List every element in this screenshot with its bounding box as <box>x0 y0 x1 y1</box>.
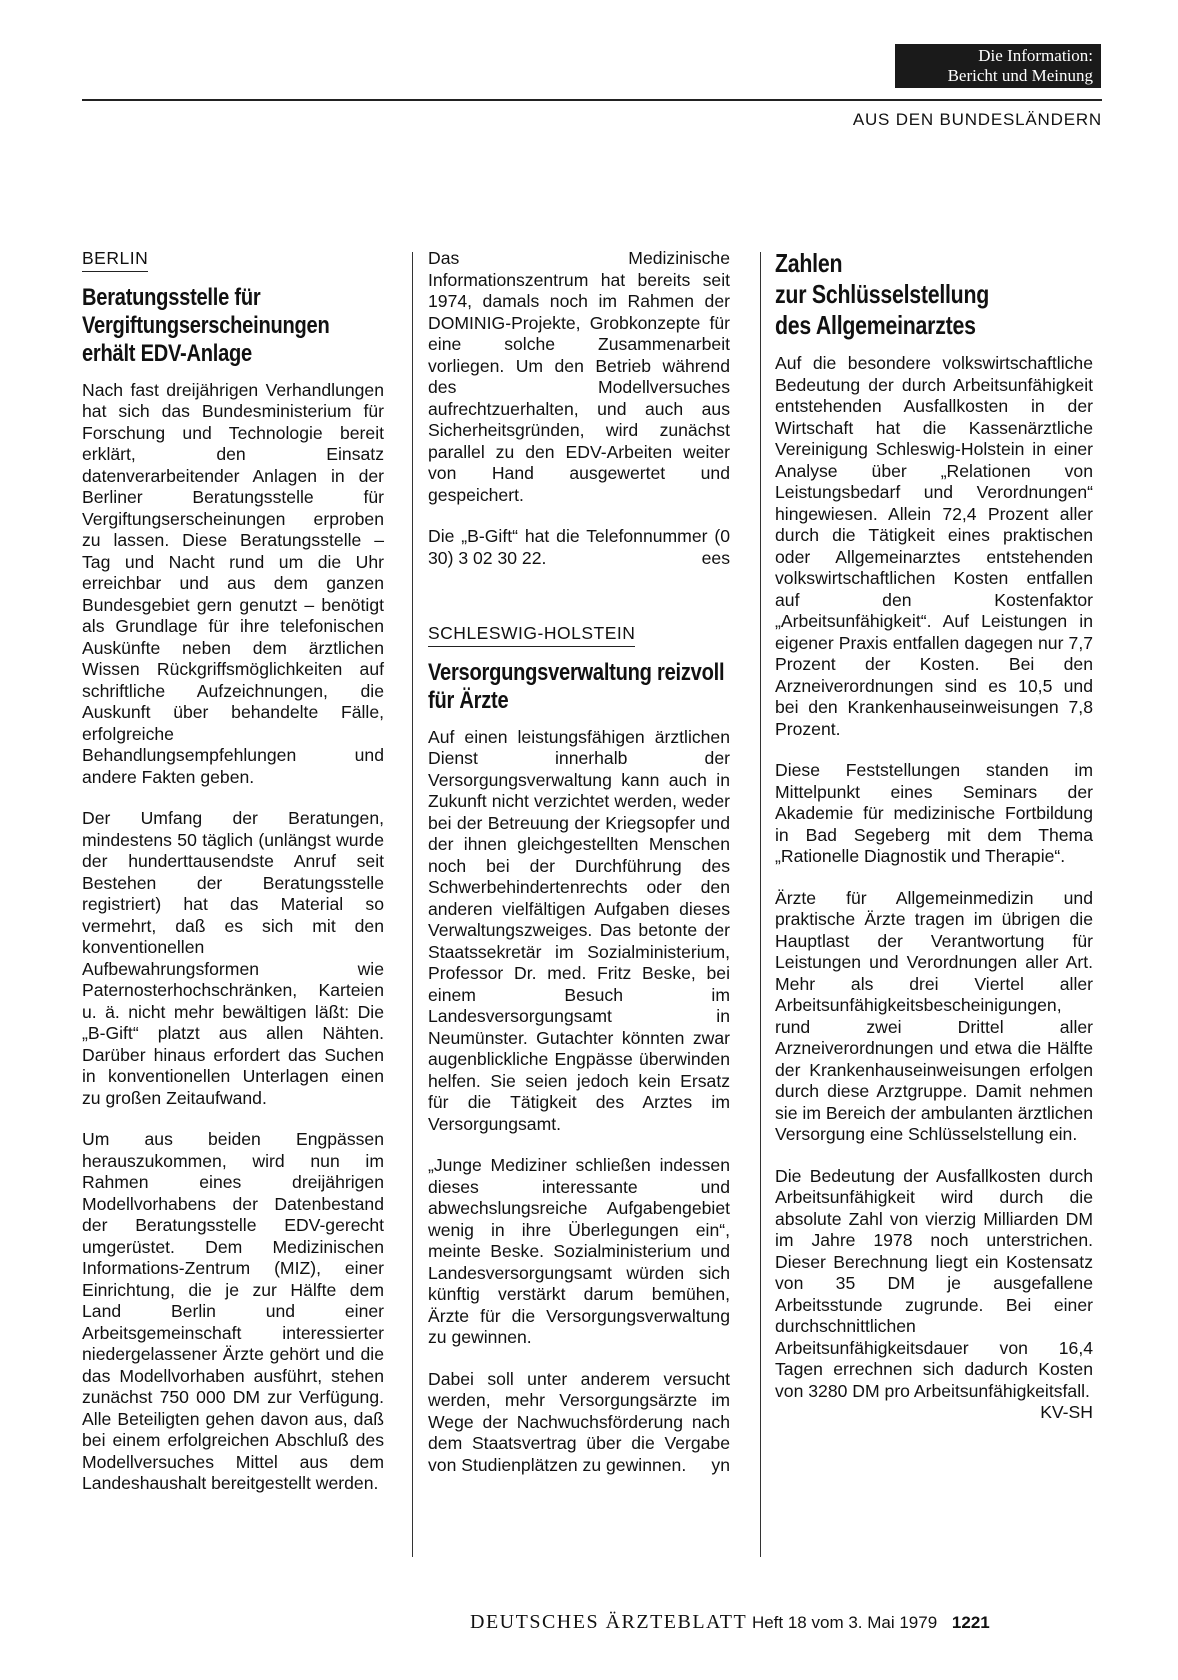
header-rule <box>82 99 1102 101</box>
column-berlin <box>82 248 384 1515</box>
paragraph-text: Die Bedeutung der Ausfallkosten durch Arbeitsunfähigkeit wird durch die absolute Zahl von vierzig Milliarden DM im Jahre 1978 noch unterstrichen. Dieser Berechnung liegt ein Kostensatz von 35 DM je ausgefallene Arbeitsstunde zugrunde. Bei einer durchschnittlichen Arbeitsunfähigkeitsdauer von 16,4 Tagen errechnen sich dadurch Kosten von 3280 DM pro Arbeitsunfähigkeitsfall. <box>775 1165 1093 1401</box>
paragraph: Diese Feststellungen standen im Mittelpunkt eines Seminars der Akademie für medizinische Fortbildung in Bad Segeberg mit dem Thema „Rationelle Diagnostik und Therapie“. <box>775 760 1093 866</box>
paragraph: Nach fast dreijährigen Verhandlungen hat sich das Bundesministerium für Forschung und Technologie bereit erklärt, den Einsatz datenverarbeitender Anlagen in der Berliner Beratungsstelle für Vergiftungserscheinungen erproben zu lassen. Diese Beratungsstelle – Tag und Nacht rund um die Uhr erreichbar und aus dem ganzen Bundesgebiet gern genutzt – benötigt als Grundlage für ihre telefonischen Auskünfte neben dem ärztlichen Wissen Rückgriffsmöglichkeiten auf schriftliche Aufzeichnungen, die Auskunft über behandelte Fälle, erfolgreiche Behandlungsempfehlungen und andere Fakten geben. <box>82 379 384 787</box>
column-divider <box>412 252 413 1557</box>
author-sign: KV-SH <box>1040 1402 1093 1422</box>
paragraph: Ärzte für Allgemeinmedizin und praktische Ärzte tragen im übrigen die Hauptlast der Verantwortung für Leistungen und Verordnungen aller Art. Mehr als drei Viertel aller Arbeitsunfähigkeitsbescheinigungen, rund zwei Drittel aller Arzneiverordnungen und etwa die Hälfte der Krankenhauseinweisungen erfolgen durch diese Arztgruppe. Damit nehmen sie im Bereich der ambulanten ärztlichen Versorgung eine Schlüsselstellung ein. <box>775 887 1093 1144</box>
paragraph-text: Die „B-Gift“ hat die Telefonnummer (0 30) 3 02 30 22. <box>428 526 730 568</box>
article-headline <box>775 248 1093 341</box>
author-sign: ees <box>701 547 730 568</box>
region-label: SCHLESWIG-HOLSTEIN <box>428 623 635 647</box>
column-divider <box>760 252 761 1557</box>
headline-line: zur Schlüsselstellung <box>775 279 990 309</box>
article-headline: Beratungsstelle für Vergiftungserscheinungen erhält EDV-Anlage <box>82 283 330 367</box>
author-sign: yn <box>711 1454 730 1475</box>
page-footer <box>470 1611 990 1634</box>
rubric-line-2: Bericht und Meinung <box>947 66 1093 85</box>
column-middle <box>428 248 730 1496</box>
paragraph <box>428 526 730 569</box>
paragraph <box>428 1369 730 1477</box>
headline-line: Zahlen <box>775 248 843 278</box>
paragraph <box>775 1165 1093 1422</box>
spacer <box>428 589 730 623</box>
paragraph: Auf einen leistungsfähigen ärztlichen Dienst innerhalb der Versorgungsverwaltung kann auch in Zukunft nicht verzichtet werden, weder bei der Betreuung der Kriegsopfer und der ihnen gleichgestellten Menschen noch bei der Durchführung des Schwerbehindertenrechts oder den anderen vielfältigen Aufgaben dieses Verwaltungszweiges. Das betonte der Staatssekretär im Sozialministerium, Professor Dr. med. Fritz Beske, bei einem Besuch im Landesversorgungsamt in Neumünster. Gutachter könnten zwar augenblickliche Engpässe überwinden helfen. Sie seien jedoch kein Ersatz für die Tätigkeit des Arztes im Versorgungsamt. <box>428 726 730 1134</box>
section-heading: AUS DEN BUNDESLÄNDERN <box>852 110 1102 129</box>
issue-info: Heft 18 vom 3. Mai 1979 <box>751 1613 938 1632</box>
headline-line: des Allgemeinarztes <box>775 310 976 340</box>
rubric-line-1: Die Information: <box>978 46 1093 65</box>
paragraph: Das Medizinische Informationszentrum hat bereits seit 1974, damals noch im Rahmen der DOMINIG-Projekte, Grobkonzepte für eine solche Zusammenarbeit vorliegen. Um den Betrieb während des Modellversuches aufrechtzuerhalten, und auch aus Sicherheitsgründen, wird zunächst parallel zu den EDV-Arbeiten weiter von Hand ausgewertet und gespeichert. <box>428 248 730 505</box>
paragraph: Auf die besondere volkswirtschaftliche Bedeutung der durch Arbeitsunfähigkeit entstehenden Ausfallkosten in der Wirtschaft hat die Kassenärztliche Vereinigung Schleswig-Holstein in einer Analyse über „Relationen von Leistungsbedarf und Verordnungen“ hingewiesen. Allein 72,4 Prozent aller durch die Tätigkeit eines praktischen oder Allgemeinarztes entstehenden volkswirtschaftlichen Kosten entfallen auf den Kostenfaktor „Arbeitsunfähigkeit“. Auf Leistungen in eigener Praxis entfallen dagegen nur 7,7 Prozent der Kosten. Bei den Arzneiverordnungen sind es 10,5 und bei den Krankenhauseinweisungen 7,8 Prozent. <box>775 353 1093 739</box>
page-number: 1221 <box>951 1613 990 1632</box>
region-label: BERLIN <box>82 248 148 272</box>
paragraph-text: Dabei soll unter anderem versucht werden, mehr Versorgungsärzte im Wege der Nachwuchsförderung nach dem Staatsvertrag über die Vergabe von Studienplätzen zu gewinnen. <box>428 1368 730 1475</box>
paragraph: Um aus beiden Engpässen herauszukommen, wird nun im Rahmen eines dreijährigen Modellvorhabens der Datenbestand der Beratungsstelle EDV-gerecht umgerüstet. Dem Medizinischen Informations-Zentrum (MIZ), einer Einrichtung, die je zur Hälfte dem Land Berlin und einer Arbeitsgemeinschaft interessierter niedergelassener Ärzte gehört und die das Modellvorhaben ausführt, stehen zunächst 750 000 DM zur Verfügung. Alle Beteiligten gehen davon aus, daß bei einem erfolgreichen Abschluß des Modellversuches Mittel aus dem Landeshaushalt bereitgestellt werden. <box>82 1129 384 1493</box>
rubric-box <box>895 44 1101 88</box>
column-right <box>775 248 1093 1424</box>
paragraph: Der Umfang der Beratungen, mindestens 50 täglich (unlängst wurde der hunderttausendste Anruf seit Bestehen der Beratungsstelle registriert) hat das Material so vermehrt, daß es sich mit den konventionellen Aufbewahrungsformen wie Paternosterhochschränken, Karteien u. ä. nicht mehr bewältigen läßt: Die „B-Gift“ platzt aus allen Nähten. Darüber hinaus erfordert das Suchen in konventionellen Unterlagen einen zu großen Zeitaufwand. <box>82 808 384 1108</box>
magazine-name: DEUTSCHES ÄRZTEBLATT <box>470 1611 748 1633</box>
paragraph: „Junge Mediziner schließen indessen dieses interessante und abwechslungsreiche Aufgabengebiet wenig in ihre Überlegungen ein“, meinte Beske. Sozialministerium und Landesversorgungsamt würden sich künftig verstärkt darum bemühen, Ärzte für die Versorgungsverwaltung zu gewinnen. <box>428 1155 730 1347</box>
article-headline: Versorgungsverwaltung reizvoll für Ärzte <box>428 658 725 714</box>
